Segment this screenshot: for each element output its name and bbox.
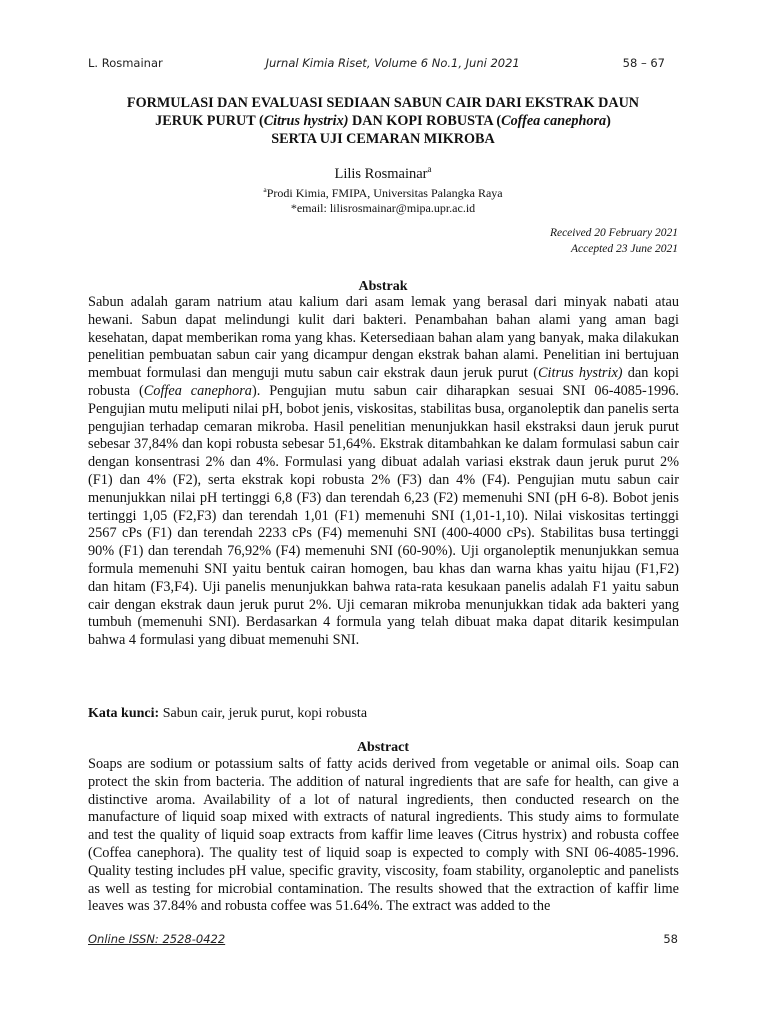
footer-issn: Online ISSN: 2528-0422 <box>88 932 226 946</box>
author-email: *email: lilisrosmainar@mipa.upr.ac.id <box>290 201 476 215</box>
accepted-date: Accepted 23 June 2021 <box>571 243 678 255</box>
keywords-value: Sabun cair, jeruk purut, kopi robusta <box>159 706 368 721</box>
abstract-heading: Abstract <box>356 740 410 755</box>
header-journal: Jurnal Kimia Riset, Volume 6 No.1, Juni 2021 <box>265 56 520 70</box>
header-pages: 58 – 67 <box>622 56 665 70</box>
paper-title <box>88 94 678 148</box>
abstract-paragraph: Soaps are sodium or potassium salts of fatty acids derived from vegetable or animal oils. Soap can protect the skin from bacteria. The addition of natural ingredients that are safe for health, can give a distinctive aroma. Availability of a lot of natural ingredients, then conducted research on the manufacture of liquid soap mixed with extracts of natural ingredients. This study aims to formulate and test the quality of liquid soap extracts from kaffir lime leaves (Citrus hystrix) and robusta coffee (Coffea canephora). The quality test of liquid soap is expected to comply with SNI 06-4085-1996. Quality testing includes pH value, specific gravity, viscosity, foam stability, organoleptic and panelists as well as testing for microbial contamination. The results showed that the extraction of kaffir lime leaves was 37.84% and robusta coffee was 51.64%. The extract was added to the <box>88 756 679 915</box>
abstrak-paragraph: Sabun adalah garam natrium atau kalium dari asam lemak yang berasal dari minyak nabati atau hewani. Sabun dapat melindungi kulit dari bakteri. Penambahan bahan alami yang aman bagi kesehatan, dapat memberikan roma yang khas. Ketersediaan bahan alam yang banyak, maka dilakukan penelitian pembuatan sabun cair yang dicampur dengan ekstrak bahan alami. Penelitian ini bertujuan membuat formulasi dan menguji mutu sabun cair ekstrak daun jeruk purut (Citrus hystrix) dan kopi robusta (Coffea canephora). Pengujian mutu sabun cair diharapkan sesuai SNI 06-4085-1996. Pengujian mutu meliputi nilai pH, bobot jenis, viskositas, stabilitas busa, organoleptik dan panelis serta pengujian terhadap cemaran mikroba. Hasil penelitian menunjukkan hasil ekstraksi daun jeruk purut sebesar 37,84% dan kopi robusta sebesar 51,64%. Ekstrak ditambahkan ke dalam formulasi sabun cair dengan konsentrasi 2% dan 4%. Formulasi yang dibuat adalah variasi ekstrak daun jeruk purut 2% (F1) dan 4% (F2), serta ekstrak kopi robusta 2% (F3) dan 4% (F4). Pengujian mutu sabun cair menunjukkan nilai pH tertinggi 6,8 (F3) dan terendah 6,23 (F2) memenuhi SNI (pH 6-8). Bobot jenis tertinggi 1,05 (F2,F3) dan terendah 1,01 (F1) memenuhi SNI (1,01-1,10). Nilai viskositas tertinggi 2567 cPs (F1) dan terendah 2233 cPs (F4) memenuhi SNI (400-4000 cPs). Stabilitas busa tertinggi 90% (F1) dan terendah 76,92% (F4) memenuhi SNI (60-90%). Uji organoleptik menunjukkan semua formula memenuhi SNI yaitu bentuk cairan homogen, bau khas dan warna khas yaitu hijau (F1,F2) dan hitam (F3,F4). Uji panelis menunjukkan bahwa rata-rata kesukaan panelis adalah F1 yaitu sabun cair dengan ekstrak daun jeruk purut 2%. Uji cemaran mikroba menunjukkan tidak ada bakteri yang tumbuh (memenuhi SNI). Berdasarkan 4 formula yang telah dibuat maka dapat ditarik kesimpulan bahwa 4 formulasi yang dibuat memenuhi SNI. <box>88 294 679 649</box>
keywords-label: Kata kunci: <box>88 706 160 721</box>
received-date: Received 20 February 2021 <box>549 227 678 239</box>
title-line-1: FORMULASI DAN EVALUASI SEDIAAN SABUN CAIR DARI EKSTRAK DAUN <box>126 95 640 111</box>
page-footer <box>88 932 678 946</box>
author-affiliation: $^a$Prodi Kimia, FMIPA, Universitas Palangka Raya *email: lilisrosmainar@mipa.upr.ac.id <box>88 182 678 216</box>
keywords <box>88 706 678 722</box>
title-line-3: SERTA UJI CEMARAN MIKROBA <box>271 131 495 147</box>
author-name: Lilis Rosmainar$^a$ <box>334 164 432 182</box>
title-line-2: JERUK PURUT (Citrus hystrix) DAN KOPI ROBUSTA (Coffea canephora) <box>155 113 611 129</box>
abstrak-heading: Abstrak <box>358 279 408 294</box>
footer-page-number: 58 <box>663 932 678 946</box>
submission-dates <box>378 225 678 257</box>
header-author: L. Rosmainar <box>88 56 163 70</box>
running-header <box>88 56 665 70</box>
